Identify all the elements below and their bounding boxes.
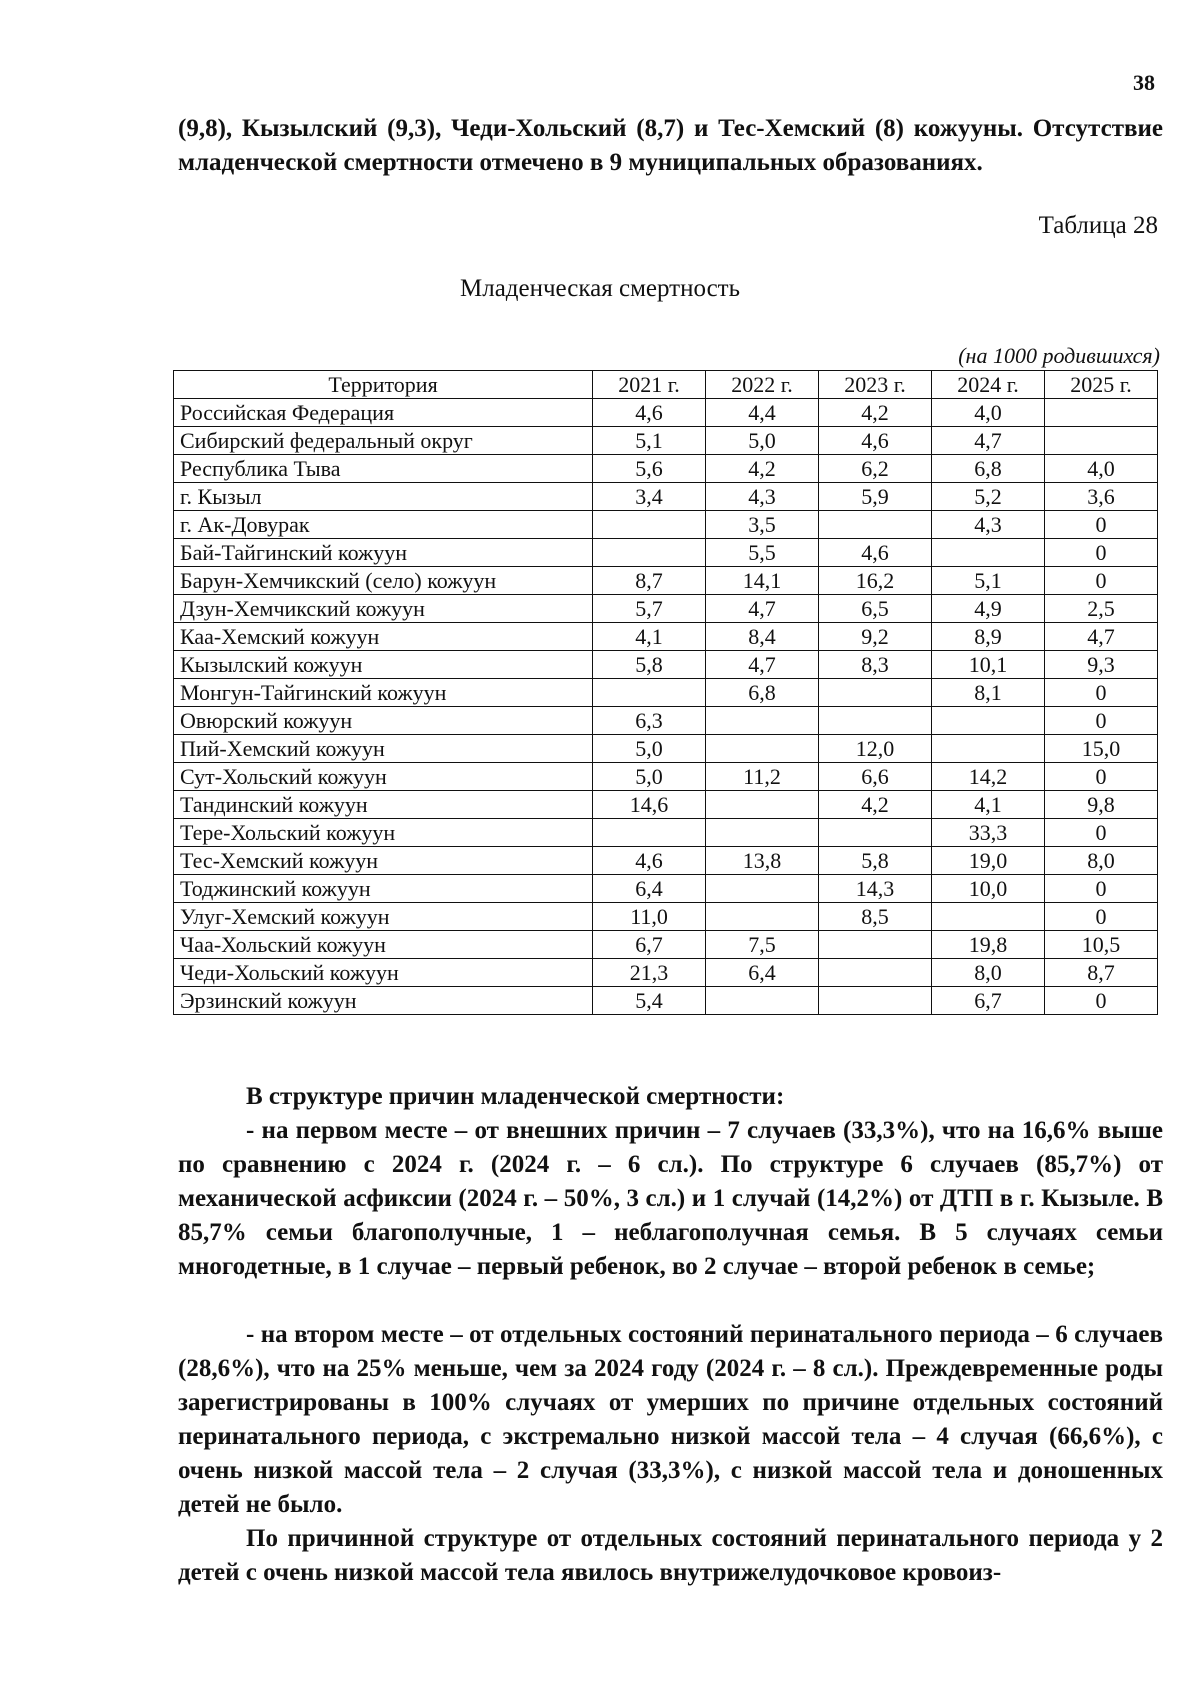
value-cell: 16,2	[819, 567, 932, 595]
value-cell	[706, 987, 819, 1015]
territory-cell: Сибирский федеральный округ	[174, 427, 593, 455]
value-cell: 5,0	[593, 763, 706, 791]
column-header-territory: Территория	[174, 371, 593, 399]
value-cell: 8,3	[819, 651, 932, 679]
body-paragraph-structure-intro: В структуре причин младенческой смертности:	[246, 1083, 785, 1110]
value-cell	[819, 987, 932, 1015]
value-cell: 6,3	[593, 707, 706, 735]
territory-cell: Овюрский кожуун	[174, 707, 593, 735]
table-row	[174, 763, 1158, 791]
table-row	[174, 511, 1158, 539]
value-cell	[706, 903, 819, 931]
territory-cell: Кызылский кожуун	[174, 651, 593, 679]
territory-cell: Сут-Хольский кожуун	[174, 763, 593, 791]
value-cell	[819, 511, 932, 539]
territory-cell: Барун-Хемчикский (село) кожуун	[174, 567, 593, 595]
table-row	[174, 875, 1158, 903]
value-cell: 4,7	[1044, 623, 1157, 651]
territory-cell: Тес-Хемский кожуун	[174, 847, 593, 875]
value-cell: 4,4	[706, 399, 819, 427]
value-cell: 8,9	[932, 623, 1045, 651]
value-cell	[932, 735, 1045, 763]
value-cell: 6,5	[819, 595, 932, 623]
table-row	[174, 427, 1158, 455]
table-row	[174, 847, 1158, 875]
table-units-note: (на 1000 родившихся)	[958, 343, 1160, 368]
table-row	[174, 819, 1158, 847]
table-row	[174, 539, 1158, 567]
value-cell: 0	[1044, 903, 1157, 931]
value-cell: 33,3	[932, 819, 1045, 847]
table-row	[174, 595, 1158, 623]
value-cell	[819, 931, 932, 959]
value-cell: 3,5	[706, 511, 819, 539]
value-cell: 14,2	[932, 763, 1045, 791]
value-cell: 4,1	[932, 791, 1045, 819]
intro-paragraph: (9,8), Кызылский (9,3), Чеди-Хольский (8,7) и Тес-Хемский (8) кожууны. Отсутствие младенческой смертности отмечено в 9 муниципальных образованиях.	[178, 115, 1163, 176]
value-cell: 4,3	[706, 483, 819, 511]
value-cell: 0	[1044, 987, 1157, 1015]
value-cell: 19,8	[932, 931, 1045, 959]
body-paragraph-causal-structure: По причинной структуре от отдельных состояний перинатального периода у 2 детей с очень низкой массой тела явилось внутрижелудочковое кровоиз-	[178, 1525, 1163, 1586]
body-paragraph-perinatal: - на втором месте – от отдельных состояний перинатального периода – 6 случаев (28,6%), что на 25% меньше, чем за 2024 году (2024 г. – 8 сл.). Преждевременные роды зарегистрированы в 100% случаях от умерших по причине отдельных состояний перинатального периода, с экстремально низкой массой тела – 4 случая (66,6%), с очень низкой массой тела – 2 случая (33,3%), с низкой массой тела и доношенных детей не было.	[178, 1321, 1163, 1518]
table-row	[174, 399, 1158, 427]
table-row	[174, 483, 1158, 511]
value-cell: 10,5	[1044, 931, 1157, 959]
value-cell: 4,3	[932, 511, 1045, 539]
column-header-2023: 2023 г.	[819, 371, 932, 399]
value-cell: 4,9	[932, 595, 1045, 623]
value-cell: 6,4	[593, 875, 706, 903]
territory-cell: г. Ак-Довурак	[174, 511, 593, 539]
value-cell: 8,0	[932, 959, 1045, 987]
value-cell: 5,1	[932, 567, 1045, 595]
value-cell: 14,6	[593, 791, 706, 819]
value-cell: 4,2	[819, 399, 932, 427]
territory-cell: Пий-Хемский кожуун	[174, 735, 593, 763]
value-cell: 8,5	[819, 903, 932, 931]
value-cell: 4,6	[593, 399, 706, 427]
territory-cell: Эрзинский кожуун	[174, 987, 593, 1015]
value-cell: 4,0	[1044, 455, 1157, 483]
value-cell: 6,7	[932, 987, 1045, 1015]
value-cell: 14,1	[706, 567, 819, 595]
territory-cell: Чаа-Хольский кожуун	[174, 931, 593, 959]
table-header-row	[174, 371, 1158, 399]
value-cell: 0	[1044, 707, 1157, 735]
table-row	[174, 679, 1158, 707]
value-cell: 4,2	[706, 455, 819, 483]
territory-cell: Чеди-Хольский кожуун	[174, 959, 593, 987]
value-cell: 11,0	[593, 903, 706, 931]
value-cell: 6,7	[593, 931, 706, 959]
value-cell: 5,0	[706, 427, 819, 455]
page-number: 38	[1133, 70, 1155, 95]
infant-mortality-table	[173, 370, 1158, 1015]
territory-cell: Тере-Хольский кожуун	[174, 819, 593, 847]
table-body	[174, 399, 1158, 1015]
table-row	[174, 931, 1158, 959]
table-row	[174, 651, 1158, 679]
table-row	[174, 987, 1158, 1015]
value-cell: 5,9	[819, 483, 932, 511]
value-cell: 15,0	[1044, 735, 1157, 763]
value-cell: 5,4	[593, 987, 706, 1015]
table-row	[174, 623, 1158, 651]
value-cell: 4,6	[819, 539, 932, 567]
value-cell: 6,4	[706, 959, 819, 987]
value-cell: 5,6	[593, 455, 706, 483]
value-cell	[706, 791, 819, 819]
value-cell	[932, 903, 1045, 931]
value-cell: 4,6	[819, 427, 932, 455]
value-cell	[1044, 427, 1157, 455]
column-header-2025: 2025 г.	[1044, 371, 1157, 399]
value-cell: 19,0	[932, 847, 1045, 875]
value-cell: 10,0	[932, 875, 1045, 903]
value-cell: 4,6	[593, 847, 706, 875]
value-cell: 5,1	[593, 427, 706, 455]
value-cell	[593, 819, 706, 847]
value-cell: 4,2	[819, 791, 932, 819]
value-cell: 4,0	[932, 399, 1045, 427]
value-cell: 2,5	[1044, 595, 1157, 623]
value-cell	[706, 819, 819, 847]
value-cell: 0	[1044, 511, 1157, 539]
value-cell: 12,0	[819, 735, 932, 763]
value-cell: 13,8	[706, 847, 819, 875]
value-cell: 0	[1044, 539, 1157, 567]
value-cell: 3,4	[593, 483, 706, 511]
table-title: Младенческая смертность	[459, 275, 741, 302]
value-cell: 9,2	[819, 623, 932, 651]
value-cell: 4,7	[932, 427, 1045, 455]
territory-cell: Монгун-Тайгинский кожуун	[174, 679, 593, 707]
territory-cell: Каа-Хемский кожуун	[174, 623, 593, 651]
territory-cell: Дзун-Хемчикский кожуун	[174, 595, 593, 623]
table-row	[174, 735, 1158, 763]
territory-cell: Российская Федерация	[174, 399, 593, 427]
value-cell: 6,8	[706, 679, 819, 707]
value-cell: 14,3	[819, 875, 932, 903]
value-cell: 6,2	[819, 455, 932, 483]
value-cell: 5,2	[932, 483, 1045, 511]
table-row	[174, 455, 1158, 483]
table-row	[174, 791, 1158, 819]
value-cell: 4,1	[593, 623, 706, 651]
value-cell	[932, 539, 1045, 567]
value-cell: 9,3	[1044, 651, 1157, 679]
value-cell: 4,7	[706, 595, 819, 623]
value-cell: 21,3	[593, 959, 706, 987]
table-row	[174, 959, 1158, 987]
value-cell: 11,2	[706, 763, 819, 791]
value-cell: 0	[1044, 875, 1157, 903]
value-cell: 0	[1044, 679, 1157, 707]
value-cell	[706, 735, 819, 763]
territory-cell: Улуг-Хемский кожуун	[174, 903, 593, 931]
value-cell: 5,8	[819, 847, 932, 875]
value-cell	[819, 679, 932, 707]
value-cell: 0	[1044, 819, 1157, 847]
value-cell: 0	[1044, 763, 1157, 791]
value-cell	[593, 511, 706, 539]
value-cell: 3,6	[1044, 483, 1157, 511]
value-cell	[1044, 399, 1157, 427]
value-cell: 8,7	[593, 567, 706, 595]
value-cell: 8,0	[1044, 847, 1157, 875]
value-cell: 5,7	[593, 595, 706, 623]
value-cell: 5,5	[706, 539, 819, 567]
territory-cell: Бай-Тайгинский кожуун	[174, 539, 593, 567]
value-cell	[593, 539, 706, 567]
column-header-2024: 2024 г.	[932, 371, 1045, 399]
value-cell	[819, 959, 932, 987]
value-cell	[593, 679, 706, 707]
value-cell: 9,8	[1044, 791, 1157, 819]
value-cell: 8,7	[1044, 959, 1157, 987]
value-cell: 6,6	[819, 763, 932, 791]
table-row	[174, 903, 1158, 931]
value-cell	[706, 707, 819, 735]
value-cell: 0	[1044, 567, 1157, 595]
value-cell: 5,0	[593, 735, 706, 763]
table-row	[174, 707, 1158, 735]
value-cell: 7,5	[706, 931, 819, 959]
column-header-2021: 2021 г.	[593, 371, 706, 399]
value-cell: 6,8	[932, 455, 1045, 483]
value-cell	[706, 875, 819, 903]
value-cell: 10,1	[932, 651, 1045, 679]
territory-cell: Республика Тыва	[174, 455, 593, 483]
value-cell: 8,4	[706, 623, 819, 651]
territory-cell: Тандинский кожуун	[174, 791, 593, 819]
body-paragraph-external-causes: - на первом месте – от внешних причин – 7 случаев (33,3%), что на 16,6% выше по сравнению с 2024 г. (2024 г. – 6 сл.). По структуре 6 случаев (85,7%) от механической асфиксии (2024 г. – 50%, 3 сл.) и 1 случай (14,2%) от ДТП в г. Кызыле. В 85,7% семьи благополучные, 1 – неблагополучная семья. В 5 случаях семьи многодетные, в 1 случае – первый ребенок, во 2 случае – второй ребенок в семье;	[178, 1117, 1163, 1280]
table-caption: Таблица 28	[1038, 212, 1158, 239]
value-cell: 4,7	[706, 651, 819, 679]
value-cell	[932, 707, 1045, 735]
value-cell	[819, 819, 932, 847]
table-row	[174, 567, 1158, 595]
value-cell	[819, 707, 932, 735]
value-cell: 8,1	[932, 679, 1045, 707]
territory-cell: Тоджинский кожуун	[174, 875, 593, 903]
value-cell: 5,8	[593, 651, 706, 679]
column-header-2022: 2022 г.	[706, 371, 819, 399]
territory-cell: г. Кызыл	[174, 483, 593, 511]
